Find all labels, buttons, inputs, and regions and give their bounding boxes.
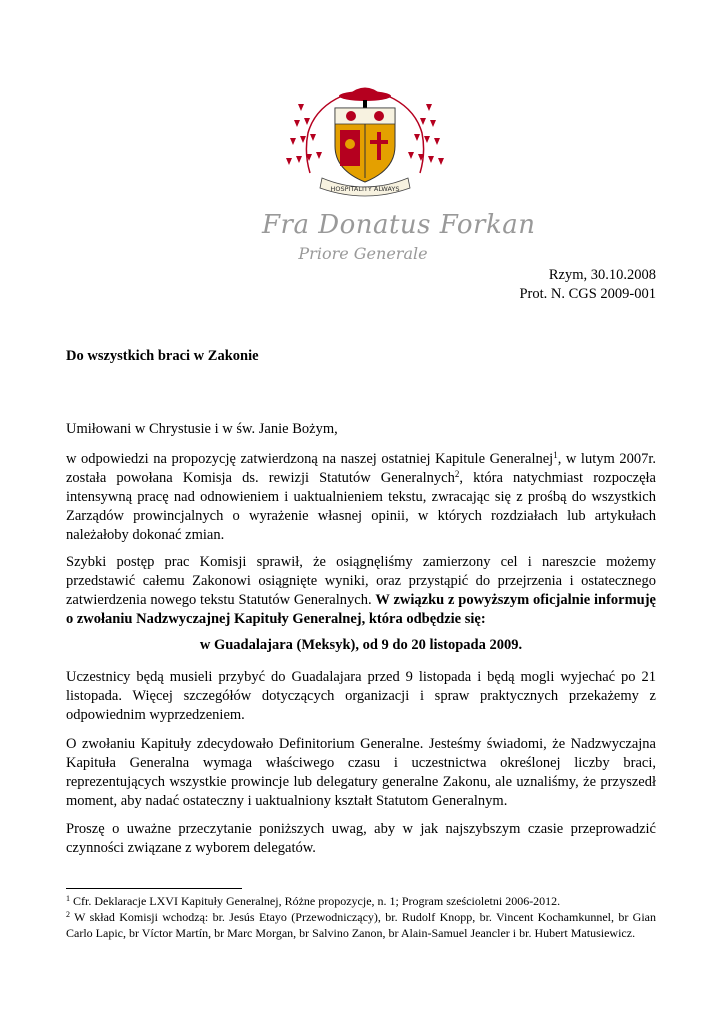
venue-line: w Guadalajara (Meksyk), od 9 do 20 listopada 2009.: [199, 637, 523, 653]
footnote-2-text: W skład Komisji wchodzą: br. Jesús Etayo (Przewodniczący), br. Rudolf Knopp, br. Vincent Kochamkunnel, br Gian Carlo Lapic, br Víctor Martín, br Marc Morgan, br Salvino Zanon, br Alain-Samuel Jeancler i br. Hubert Matusiewicz.: [66, 910, 656, 940]
protocol-number: Prot. N. CGS 2009-001: [519, 286, 656, 302]
letter-date: Rzym, 30.10.2008: [548, 267, 656, 283]
footnote-2: [66, 910, 656, 941]
signature-name: Fra Donatus Forkan: [262, 210, 536, 240]
paragraph-1: [66, 450, 656, 545]
coat-of-arms-logo: [260, 78, 470, 203]
footnote-1-text: Cfr. Deklaracje LXVI Kapituły Generalnej, Różne propozycje, n. 1; Program sześcioletni 2006-2012.: [70, 894, 561, 908]
paragraph-4: O zwołaniu Kapituły zdecydowało Definitorium Generalne. Jesteśmy świadomi, że Nadzwyczajna Kapituła Generalna wymaga właściwego czasu i uczestnictwa określonej liczby braci, reprezentujących wszystkie prowincje lub delegatury generalne Zakonu, ale uznaliśmy, że przyszedł moment, aby nadać ostateczny i uaktualniony kształt Statutom Generalnym.: [66, 736, 656, 809]
footnote-divider: [66, 888, 242, 889]
footnote-1-number: 1: [66, 894, 70, 903]
signature-title: Priore Generale: [298, 244, 428, 263]
paragraph-1-text-b: , w lutym 2007r. została powołana Komisja ds. rewizji Statutów Generalnych: [66, 451, 656, 486]
paragraph-2-announcement: W związku z powyższym oficjalnie informuję o zwołaniu Nadzwyczajnej Kapituły Generalnej, która odbędzie się:: [66, 592, 656, 627]
paragraph-1-text-a: w odpowiedzi na propozycję zatwierdzoną na naszej ostatniej Kapitule Generalnej: [66, 451, 554, 467]
paragraph-1-text-c: , która natychmiast rozpoczęła intensywną pracę nad odnowieniem i uaktualnieniem tekstu, zwracając się z prośbą do wszystkich Zarządów prowincjalnych o wyrażenie własnej opinii, w których rozdziałach lub artykułach należałoby dokonać zmian.: [66, 470, 656, 543]
paragraph-2: [66, 553, 656, 629]
paragraph-3: Uczestnicy będą musieli przybyć do Guadalajara przed 9 listopada i będą mogli wyjechać po 21 listopada. Więcej szczegółów dotyczących organizacji i spraw praktycznych przekażemy z odpowiednim wyprzedzeniem.: [66, 669, 656, 723]
footnote-ref-2: 2: [454, 469, 460, 479]
footnote-ref-1: 1: [553, 450, 558, 460]
footnote-1: [66, 894, 656, 910]
footnote-2-number: 2: [66, 910, 70, 919]
date-block: [519, 266, 656, 304]
letter-heading: Do wszystkich braci w Zakonie: [66, 348, 259, 364]
salutation: Umiłowani w Chrystusie i w św. Janie Bożym,: [66, 421, 338, 437]
paragraph-5: Proszę o uważne przeczytanie poniższych uwag, aby w jak najszybszym czasie przeprowadzić czynności związane z wyborem delegatów.: [66, 821, 656, 856]
paragraph-2-text: Szybki postęp prac Komisji sprawił, że osiągnęliśmy zamierzony cel i nareszcie możemy przedstawić całemu Zakonowi osiągnięte wyniki, oraz przystąpić do przejrzenia i ostatecznego zatwierdzenia nowego tekstu Statutów Generalnych.: [66, 554, 656, 608]
motto-text: HOSPITALITY ALWAYS: [330, 185, 400, 193]
